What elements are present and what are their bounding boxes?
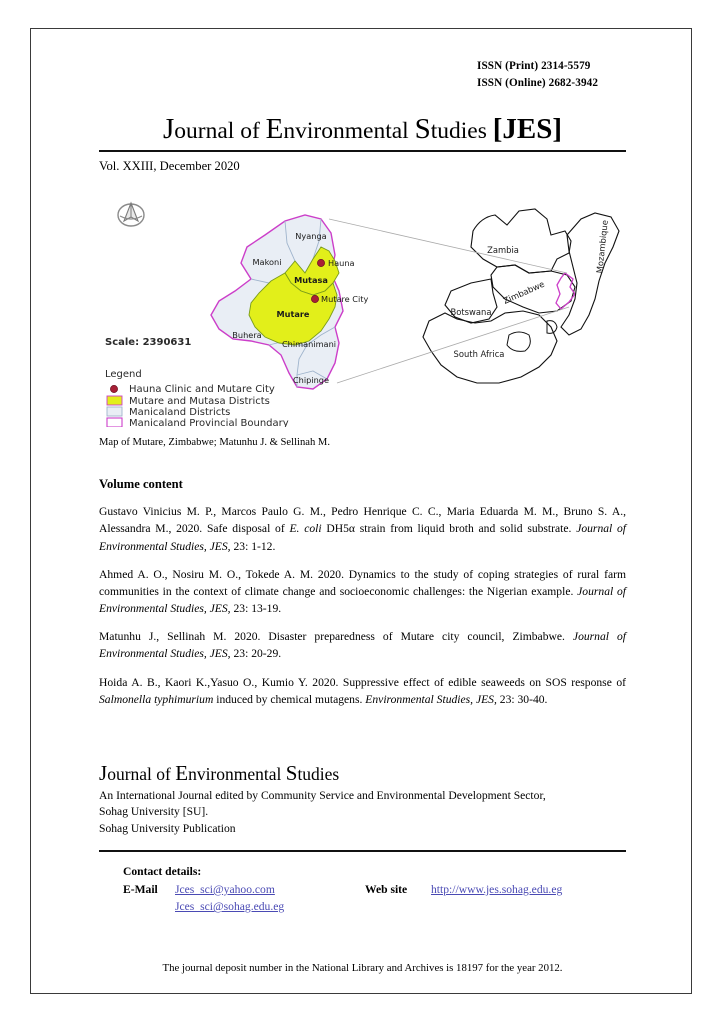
volume-issue-line: Vol. XXIII, December 2020 — [99, 159, 240, 174]
legend-label-1: Mutare and Mutasa Districts — [129, 396, 270, 408]
email-label: E-Mail — [123, 882, 158, 896]
map-label-chipinge: Chipinge — [292, 375, 330, 386]
map-label-chimanimani: Chimanimani — [281, 339, 337, 350]
website-link[interactable]: http://www.jes.sohag.edu.eg — [431, 882, 563, 896]
page-content — [99, 58, 626, 974]
masthead-cap-s: S — [414, 113, 431, 145]
map-label-hauna: Hauna — [328, 258, 355, 269]
masthead-abbrev-jes: [JES] — [492, 113, 563, 145]
map-legend-title: Legend — [105, 369, 142, 381]
map-label-south-africa: South Africa — [453, 349, 505, 360]
footer-desc-line-1: An International Journal edited by Community Service and Environmental Development Sector, — [99, 788, 546, 802]
map-label-mutare-city: Mutare City — [321, 294, 369, 305]
issn-print: ISSN (Print) 2314-5579 — [477, 60, 591, 72]
issn-block — [99, 58, 626, 92]
contact-details-block — [99, 863, 626, 915]
map-label-makoni: Makoni — [252, 257, 282, 268]
footer-cap-j: J — [99, 760, 108, 785]
deposit-note: The journal deposit number in the National Library and Archives is 18197 for the year 2012. — [162, 961, 563, 974]
legend-label-0: Hauna Clinic and Mutare City — [129, 384, 275, 396]
map-label-nyanga: Nyanga — [295, 231, 327, 242]
map-label-zambia: Zambia — [487, 245, 519, 256]
legend-label-2: Manicaland Districts — [129, 407, 231, 419]
footer-cap-s: S — [285, 760, 298, 785]
map-label-mutasa: Mutasa — [294, 275, 328, 286]
contact-row-primary — [123, 881, 626, 898]
map-connector-top — [329, 219, 567, 273]
map-connector-bottom — [337, 307, 569, 383]
map-label-mozambique: Mozambique — [594, 219, 610, 275]
footer-description — [99, 788, 626, 837]
map-label-zimbabwe: Zimbabwe — [501, 279, 546, 307]
footer-cap-e: E — [175, 760, 189, 785]
masthead-cap-j: J — [162, 113, 175, 145]
volume-entry-2: Ahmed A. O., Nosiru M. O., Tokede A. M. 2020. Dynamics to the study of coping strategies of rural farm communities in the context of climate change and socioeconomic challenges: the Nigerian example. Journal of Environmental Studies, JES, 23: 13-19. — [99, 567, 626, 616]
issn-online: ISSN (Online) 2682-3942 — [477, 77, 599, 89]
email-link-sohag[interactable]: Jces_sci@sohag.edu.eg — [175, 900, 285, 914]
volume-entry-4: Hoida A. B., Kaori K.,Yasuo O., Kumio Y. 2020. Suppressive effect of edible seaweeds on SOS response of Salmonella typhimurium induced by chemical mutagens. Environmental Studies, JES, 23: 30-40. — [99, 675, 626, 706]
legend-swatch-districts-icon — [107, 407, 122, 416]
footer-divider — [99, 850, 626, 852]
map-point-hauna-clinic — [317, 260, 324, 267]
map-legend — [105, 369, 289, 427]
map-figure — [99, 195, 626, 427]
footer-word-tudies: tudies — [297, 763, 340, 784]
manicaland-province — [211, 215, 369, 389]
north-arrow-icon — [118, 203, 144, 226]
footer-desc-line-3: Sohag University Publication — [99, 821, 236, 835]
volume-content-heading: Volume content — [99, 477, 183, 492]
mutare-zimbabwe-map — [99, 195, 626, 427]
website-label: Web site — [365, 882, 408, 896]
map-caption: Map of Mutare, Zimbabwe; Matunhu J. & Sellinah M. — [99, 437, 330, 449]
map-label-mutare: Mutare — [276, 309, 310, 320]
legend-swatch-boundary-icon — [107, 418, 122, 427]
map-label-botswana: Botswana — [450, 307, 492, 318]
masthead-word-tudies: tudies — [430, 118, 493, 144]
journal-masthead-title — [99, 114, 626, 145]
map-label-buhera: Buhera — [232, 330, 262, 341]
email-link-yahoo[interactable]: Jces_sci@yahoo.com — [175, 882, 275, 896]
contact-row-secondary — [123, 898, 626, 915]
masthead-cap-e: E — [265, 113, 284, 145]
legend-label-3: Manicaland Provincial Boundary — [129, 418, 289, 428]
footer-word-ournal-of: ournal of — [107, 763, 176, 784]
footer-word-nvironmental: nvironmental — [188, 763, 286, 784]
map-scale-label: Scale: 2390631 — [105, 337, 192, 349]
contact-details-title: Contact details: — [123, 865, 202, 879]
southern-africa-inset — [423, 209, 619, 383]
legend-swatch-highlight-icon — [107, 396, 122, 405]
masthead-word-ournal-of: ournal of — [174, 118, 266, 144]
map-point-mutare-city — [311, 296, 318, 303]
email-primary — [175, 881, 365, 898]
legend-swatch-point-icon — [110, 386, 117, 393]
footer-desc-line-2: Sohag University [SU]. — [99, 805, 209, 819]
volume-entry-1: Gustavo Vinicius M. P., Marcos Paulo G. M., Pedro Henrique C. C., Maria Eduarda M. M., Bruno S. A., Alessandra M., 2020. Safe disposal of E. coli DH5α strain from liquid broth and solid substrate. Journal of Environmental Studies, JES, 23: 1-12. — [99, 505, 627, 553]
masthead-divider — [99, 150, 626, 152]
masthead-word-nvironmental: nvironmental — [283, 118, 415, 144]
volume-entry-3: Matunhu J., Sellinah M. 2020. Disaster preparedness of Mutare city council, Zimbabwe. Journal of Environmental Studies, JES, 23: 20-29. — [99, 630, 626, 661]
footer-journal-title — [99, 762, 626, 785]
